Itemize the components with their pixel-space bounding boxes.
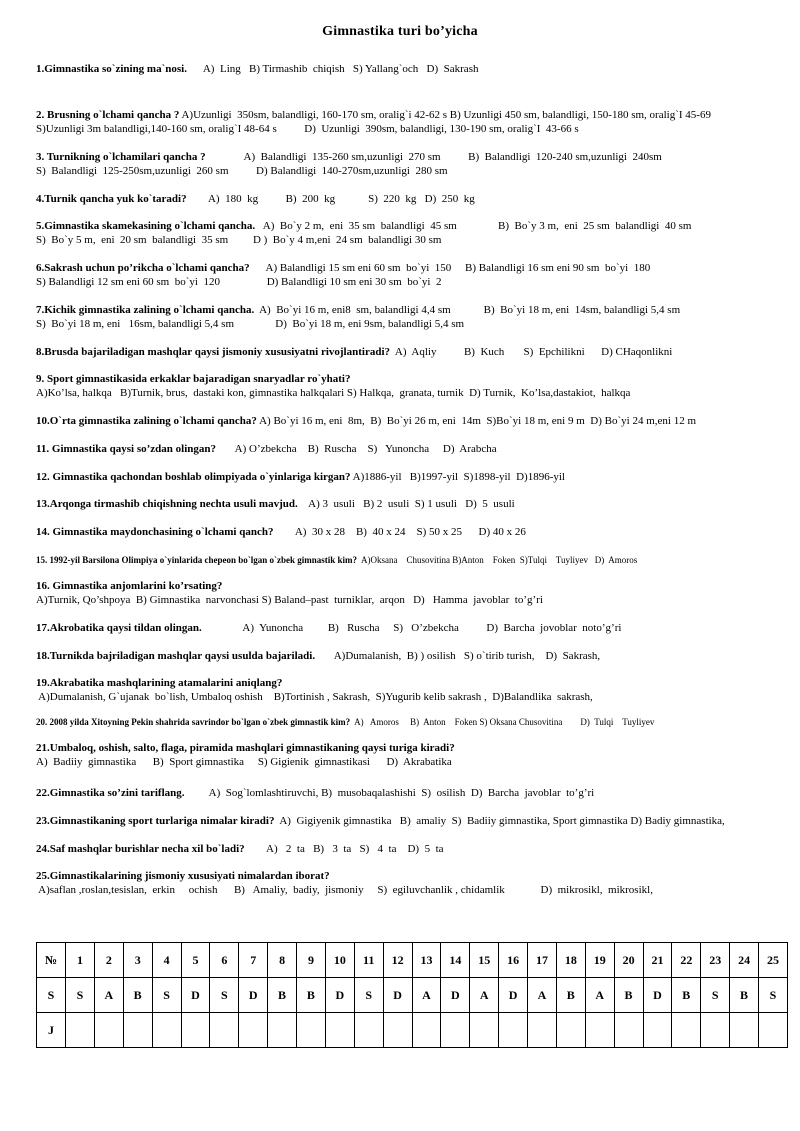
answer-options: A)Dumalanish, B) ) osilish S) o`tirib turish, D) Sakrash, [315,650,601,662]
answer-table-response-cell[interactable] [325,1013,354,1048]
answer-table-header-row [37,943,788,978]
answer-table-number-cell: 11 [354,943,383,978]
question-line [36,303,796,317]
answer-table-key-cell: S [701,978,730,1013]
question-line [36,470,796,484]
answer-table-number-cell: 9 [297,943,326,978]
answer-options-line: S) Bo`yi 18 m, eni 16sm, balandligi 5,4 sm D) Bo`yi 18 m, eni 9sm, balandligi 5,4 sm [36,318,465,330]
question-text: 13.Arqonga tirmashib chiqishning nechta usuli mavjud. [36,498,298,510]
answer-table-number-cell: 18 [556,943,585,978]
answer-table-response-row [37,1013,788,1048]
page-title: Gimnastika turi bo’yicha [322,24,478,39]
question-item [36,303,796,331]
answer-table-key-cell: B [614,978,643,1013]
answer-table-response-cell[interactable] [701,1013,730,1048]
question-text: 9. Sport gimnastikasida erkaklar bajaradigan snaryadlar ro`yhati? [36,373,351,385]
answer-options: A) O’zbekcha B) Ruscha S) Yunoncha D) Arabcha [216,443,497,455]
answer-options: A) 3 usuli B) 2 usuli S) 1 usuli D) 5 usuli [297,498,515,510]
question-line [36,715,796,729]
question-item [36,372,796,400]
question-text: 22.Gimnastika so’zini tariflang. [36,787,185,799]
answer-table-number-cell: 4 [152,943,181,978]
answer-table-key-cell: A [412,978,441,1013]
question-item [36,553,796,567]
answer-options: A) Sog`lomlashtiruvchi, B) musobaqalashishi S) osilish D) Barcha javoblar to’g’ri [184,787,595,799]
answer-table-number-cell: 20 [614,943,643,978]
question-text: 17.Akrobatika qaysi tildan olingan. [36,622,202,634]
question-item [36,150,796,178]
answer-table-response-cell[interactable] [354,1013,383,1048]
answer-options-line: A)Turnik, Qo’shpoya B) Gimnastika narvonchasi S) Baland–past turniklar, arqon D) Hamma javoblar to’g’ri [36,594,543,606]
answer-options-line: S) Balandligi 12 sm eni 60 sm bo`yi 120 D) Balandligi 10 sm eni 30 sm bo`yi 2 [36,276,442,288]
answer-options: A) Balandligi 15 sm eni 60 sm bo`yi 150 B) Balandligi 16 sm eni 90 sm bo`yi 180 [249,262,651,274]
question-text: 1.Gimnastika so`zining ma`nosi. [36,63,187,75]
answer-table-number-cell: 12 [383,943,412,978]
question-text: 16. Gimnastika anjomlarini ko’rsating? [36,580,223,592]
answer-table-number-cell: 5 [181,943,210,978]
answer-table-number-cell: 6 [210,943,239,978]
answer-table-response-cell[interactable] [123,1013,152,1048]
question-item [36,676,796,704]
question-text: 7.Kichik gimnastika zalining o`lchami qancha. [36,304,255,316]
answer-table-response-cell[interactable] [672,1013,701,1048]
answer-table-number-cell: 24 [730,943,759,978]
answer-table-response-cell[interactable] [585,1013,614,1048]
question-line [36,676,796,690]
answer-table-key-cell: D [441,978,470,1013]
answer-table-response-cell[interactable] [412,1013,441,1048]
question-item [36,842,796,856]
answer-table-key-row [37,978,788,1013]
answer-options: A)1886-yil B)1997-yil S)1898-yil D)1896-yil [350,471,565,483]
answer-table-number-cell: 14 [441,943,470,978]
answer-table-key-cell: S [759,978,788,1013]
answer-table-key-cell: S [66,978,95,1013]
question-item [36,62,796,76]
answer-options-line: S) Bo`y 5 m, eni 20 sm balandligi 35 sm D ) Bo`y 4 m,eni 24 sm balandligi 30 sm [36,234,442,246]
answer-table-key-cell: B [730,978,759,1013]
answer-table-key-cell: D [239,978,268,1013]
question-text: 24.Saf mashqlar burishlar necha xil bo`ladi? [36,843,245,855]
answer-options: A) Ling B) Tirmashib chiqish S) Yallang`och D) Sakrash [186,63,479,75]
question-line [36,345,796,359]
question-item [36,192,796,206]
answer-options: A) 2 ta B) 3 ta S) 4 ta D) 5 ta [244,843,444,855]
answer-table-response-cell[interactable] [383,1013,412,1048]
answer-table-number-cell: 1 [66,943,95,978]
answer-options: A) Amoros B) Anton Foken S) Oksana Chusovitina D) Tulqi Tuyliyev [350,717,655,727]
question-text: 8.Brusda bajariladigan mashqlar qaysi jismoniy xususiyatni rivojlantiradi? [36,346,391,358]
answer-options: A)Uzunligi 350sm, balandligi, 160-170 sm, oralig`i 42-62 s B) Uzunligi 450 sm, balandligi, 150-180 sm, oralig`I 45-69 [179,109,711,121]
answer-table-number-cell: 25 [759,943,788,978]
question-item [36,470,796,484]
answer-table-key-cell: D [383,978,412,1013]
question-text: 19.Akrabatika mashqlarining atamalarini aniqlang? [36,677,283,689]
answer-table-number-cell: 21 [643,943,672,978]
question-line [36,108,796,122]
answer-table-key-cell: S [210,978,239,1013]
answer-table-number-cell: 2 [94,943,123,978]
question-line [36,842,796,856]
question-line [36,741,796,755]
question-item [36,219,796,247]
answer-table-key-cell: D [643,978,672,1013]
answer-options-line: A)saflan ,roslan,tesislan, erkin ochish B) Amaliy, badiy, jismoniy S) egiluvchanlik , chidamlik D) mikrosikl, mikrosikl, [36,884,653,896]
answer-table-response-cell[interactable] [556,1013,585,1048]
question-item [36,345,796,359]
answer-table-key-cell: S [152,978,181,1013]
question-item [36,869,796,897]
question-text: 21.Umbaloq, oshish, salto, flaga, piramida mashqlari gimnastikaning qaysi turiga kiradi? [36,742,455,754]
answer-table-response-cell[interactable] [297,1013,326,1048]
question-line [36,192,796,206]
answer-table-response-cell[interactable] [441,1013,470,1048]
question-text: 12. Gimnastika qachondan boshlab olimpiyada o`yinlariga kirgan? [36,471,351,483]
answer-table-response-cell[interactable] [643,1013,672,1048]
answer-table-response-cell[interactable] [614,1013,643,1048]
question-item [36,786,796,800]
answer-table-key-cell: A [94,978,123,1013]
answer-table-response-cell[interactable] [730,1013,759,1048]
answer-table-response-cell[interactable] [152,1013,181,1048]
answer-table-key-cell: B [297,978,326,1013]
question-text: 4.Turnik qancha yuk ko`taradi? [36,193,187,205]
question-item [36,649,796,663]
answer-options-line: S) Balandligi 125-250sm,uzunligi 260 sm D) Balandligi 140-270sm,uzunligi 280 sm [36,165,448,177]
answer-table-response-cell[interactable] [759,1013,788,1048]
answer-table-key-cell: A [470,978,499,1013]
question-line [36,150,796,164]
answer-table-response-cell[interactable] [239,1013,268,1048]
answer-table-key-cell: B [672,978,701,1013]
question-item [36,741,796,769]
question-line [36,372,796,386]
answer-options-line: S)Uzunligi 3m balandligi,140-160 sm, oralig`I 48-64 s D) Uzunligi 390sm, balandligi, 130-190 sm, oralig`I 43-66 s [36,123,579,135]
question-line [36,869,796,883]
question-item [36,525,796,539]
question-text: 5.Gimnastika skamekasining o`lchami qancha. [36,220,256,232]
question-line [36,579,796,593]
answer-options: A) Bo`yi 16 m, eni8 sm, balandligi 4,4 sm B) Bo`yi 18 m, eni 14sm, balandligi 5,4 sm [254,304,681,316]
question-line [36,553,796,567]
answer-table-key-cell: A [585,978,614,1013]
question-item [36,108,796,136]
question-text: 18.Turnikda bajriladigan mashqlar qaysi usulda bajariladi. [36,650,316,662]
answer-table-number-header: № [37,943,66,978]
answer-table-key-cell: B [123,978,152,1013]
answer-table-response-cell[interactable] [470,1013,499,1048]
answer-table-response-label: J [37,1013,66,1048]
question-item [36,814,796,828]
question-item [36,621,796,635]
question-line [36,414,796,428]
question-line [36,814,796,828]
answer-table-number-cell: 7 [239,943,268,978]
answer-table-number-cell: 16 [499,943,528,978]
answer-options: A) Aqliy B) Kuch S) Epchilikni D) CHaqonlikni [390,346,673,358]
answer-table-key-cell: A [528,978,557,1013]
answer-table-number-cell: 23 [701,943,730,978]
answer-options-line: A)Ko’lsa, halkqa B)Turnik, brus, dastaki kon, gimnastika halkqalari S) Halkqa, granata, turnik D) Turnik, Ko’lsa,dastakiot, halkqa [36,387,631,399]
answer-options: A) Gigiyenik gimnastika B) amaliy S) Badiiy gimnastika, Sport gimnastika D) Badiy gimnastika, [274,815,725,827]
question-text: 14. Gimnastika maydonchasining o`lchami qanch? [36,526,274,538]
question-item [36,715,796,729]
question-item [36,442,796,456]
answer-options: A)Oksana Chusovitina B)Anton Foken S)Tulqi Tuyliyev D) Amoros [357,555,638,565]
question-text: 23.Gimnastikaning sport turlariga nimalar kiradi? [36,815,275,827]
answer-table-number-cell: 17 [528,943,557,978]
answer-options: A) Bo`y 2 m, eni 35 sm balandligi 45 sm B) Bo`y 3 m, eni 25 sm balandligi 40 sm [255,220,692,232]
question-line [36,442,796,456]
question-item [36,414,796,428]
answer-options: A) Balandligi 135-260 sm,uzunligi 270 sm B) Balandligi 120-240 sm,uzunligi 240sm [205,151,662,163]
answer-options: A) Bo`yi 16 m, eni 8m, B) Bo`yi 26 m, eni 14m S)Bo`yi 18 m, eni 9 m D) Bo`yi 24 m,eni 12 m [256,415,697,427]
answer-options-line: A)Dumalanish, G`ujanak bo`lish, Umbaloq oshish B)Tortinish , Sakrash, S)Yugurib kelib sakrash , D)Balandlika sakrash, [36,691,593,703]
question-text: 10.O`rta gimnastika zalining o`lchami qancha? [36,415,257,427]
question-text: 6.Sakrash uchun po’rikcha o`lchami qancha? [36,262,250,274]
question-line [36,649,796,663]
answer-table-response-cell[interactable] [528,1013,557,1048]
answer-table [36,942,788,1048]
answer-table-number-cell: 19 [585,943,614,978]
question-line [36,219,796,233]
answer-table-key-label: S [37,978,66,1013]
question-item [36,579,796,607]
answer-table-response-cell[interactable] [66,1013,95,1048]
question-item [36,497,796,511]
answer-table-key-cell: D [325,978,354,1013]
answer-options: A) Yunoncha B) Ruscha S) O’zbekcha D) Barcha jovoblar noto’g’ri [201,622,622,634]
question-text: 2. Brusning o`lchami qancha ? [36,109,180,121]
question-line [36,497,796,511]
answer-table-response-cell[interactable] [268,1013,297,1048]
question-item [36,261,796,289]
answer-table-number-cell: 3 [123,943,152,978]
question-line [36,621,796,635]
answer-table-key-cell: S [354,978,383,1013]
question-text: 11. Gimnastika qaysi so’zdan olingan? [36,443,217,455]
answer-table-key-cell: D [181,978,210,1013]
question-text: 20. 2008 yilda Xitoyning Pekin shahrida savrindor bo`lgan o`zbek gimnastik kim? [36,717,351,727]
answer-table-key-cell: B [556,978,585,1013]
answer-table-response-cell[interactable] [210,1013,239,1048]
question-line [36,525,796,539]
question-text: 25.Gimnastikalarining jismoniy xususiyati nimalardan iborat? [36,870,330,882]
answer-table-number-cell: 10 [325,943,354,978]
answer-options-line: A) Badiiy gimnastika B) Sport gimnastika S) Gigienik gimnastikasi D) Akrabatika [36,756,452,768]
question-line [36,261,796,275]
question-text: 15. 1992-yil Barsilona Olimpiya o`yinlarida chepeon bo`lgan o`zbek gimnastik kim? [36,555,358,565]
question-line [36,62,796,76]
answer-table-number-cell: 13 [412,943,441,978]
question-line [36,786,796,800]
answer-table-key-cell: B [268,978,297,1013]
answer-options: A) 180 kg B) 200 kg S) 220 kg D) 250 kg [186,193,475,205]
answer-table-response-cell[interactable] [499,1013,528,1048]
answer-options: A) 30 x 28 B) 40 x 24 S) 50 x 25 D) 40 x 26 [273,526,526,538]
question-text: 3. Turnikning o`lchamilari qancha ? [36,151,206,163]
answer-table-response-cell[interactable] [181,1013,210,1048]
answer-table-key-cell: D [499,978,528,1013]
answer-table-response-cell[interactable] [94,1013,123,1048]
answer-table-number-cell: 8 [268,943,297,978]
answer-table-number-cell: 22 [672,943,701,978]
answer-table-number-cell: 15 [470,943,499,978]
